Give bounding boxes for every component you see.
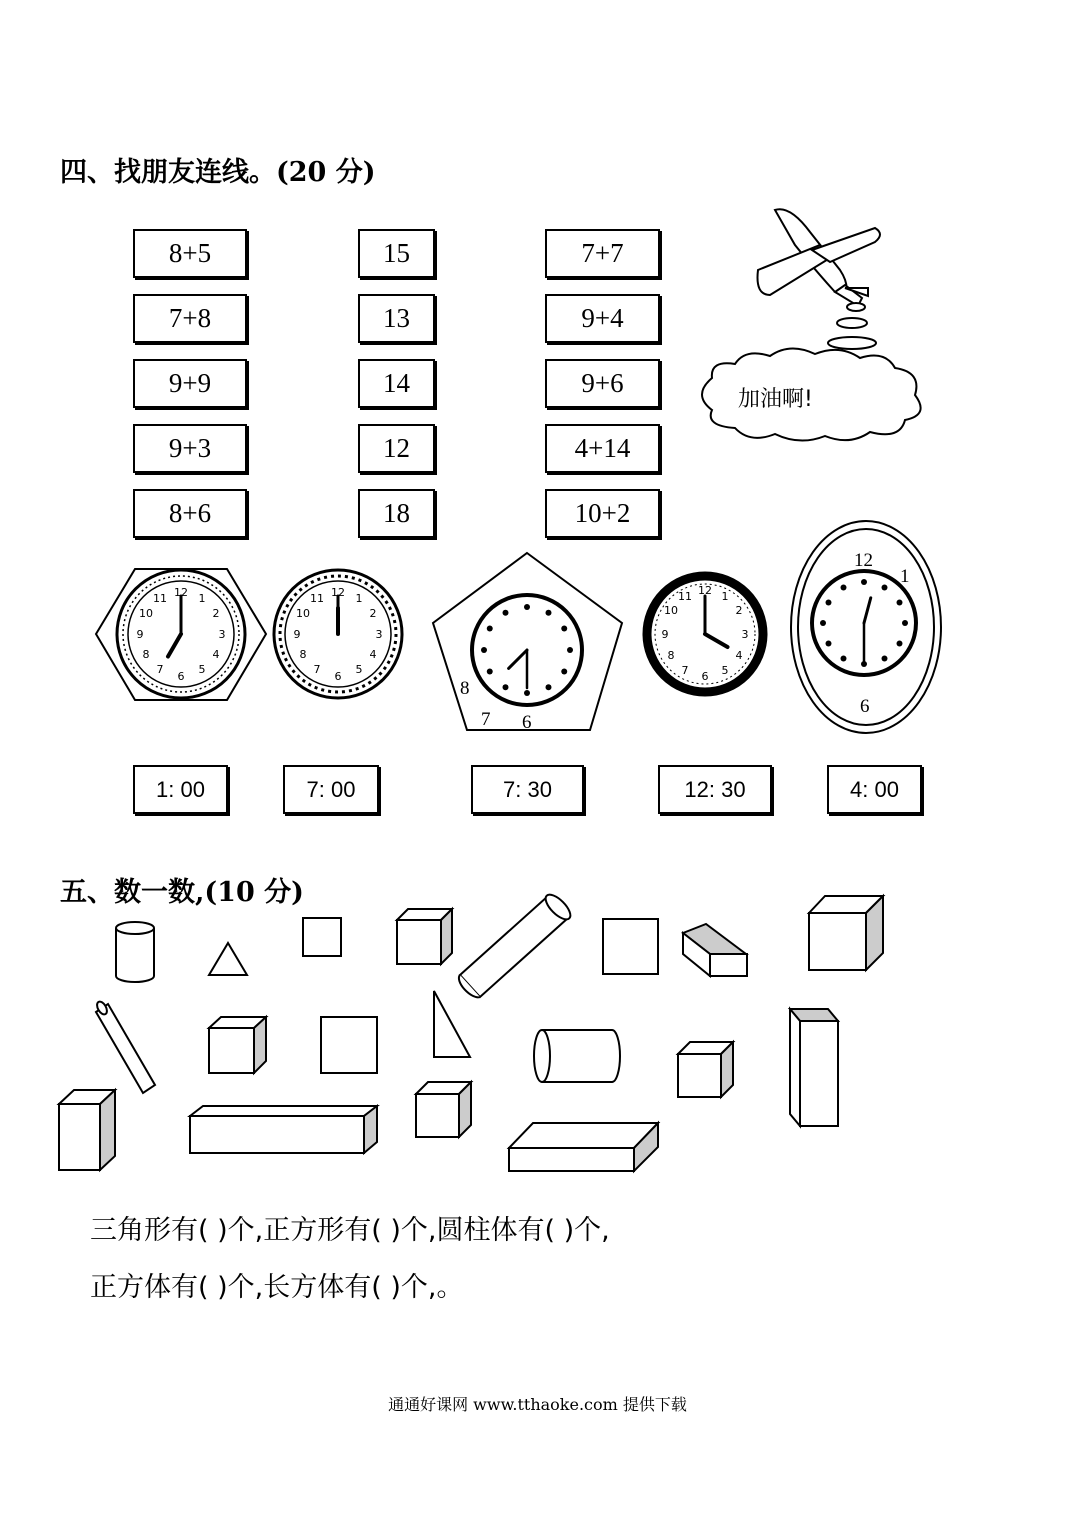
clock-dot [503,610,509,616]
cloud-text: 加油啊! [738,387,813,412]
time-box-5[interactable]: 4: 00 [827,765,922,814]
clock-1-number-4: 4 [212,648,220,661]
clock-1-number-8: 8 [142,648,150,661]
clock-dot [902,620,908,626]
clock-4-number-2: 2 [735,604,743,617]
square-shape [321,1017,377,1073]
clock-dot [567,647,573,653]
clock-dot [487,626,493,632]
clock-dot [825,600,831,606]
cylinder-shape [534,1030,620,1082]
clock-1-number-3: 3 [218,628,226,641]
expr-box-left-1[interactable]: 8+5 [133,229,247,278]
clock-1-number-11: 11 [153,592,167,605]
thought-bubble-small [847,303,865,311]
clock-thick-ring [647,576,763,692]
number-box-4[interactable]: 12 [358,424,435,473]
clock-3-number-7: 7 [481,709,491,730]
clock-1-number-5: 5 [198,663,206,676]
cuboid-shape [190,1106,377,1153]
clock-dot [503,684,509,690]
clock-5-number-1: 1 [900,566,910,587]
clock-5-number-12: 12 [854,550,873,571]
clock-4-number-3: 3 [741,628,749,641]
clock-dot [546,610,552,616]
clock-dot [561,669,567,675]
section4-heading: 四、找朋友连线。(20 分) [60,157,376,188]
clock-dot [820,620,826,626]
cuboid-shape [509,1123,658,1171]
clock-2-number-1: 1 [355,592,363,605]
cube-shape [416,1082,471,1137]
clock-2-number-9: 9 [293,628,301,641]
clock-oval [791,521,941,733]
clock-4-number-8: 8 [667,649,675,662]
clock-2-number-5: 5 [355,663,363,676]
number-box-5[interactable]: 18 [358,489,435,538]
clock-dot [882,584,888,590]
cuboid-shape [59,1090,115,1170]
cylinder-shape [95,1000,155,1093]
clock-dot [561,626,567,632]
clock-2-number-3: 3 [375,628,383,641]
expr-box-left-3[interactable]: 9+9 [133,359,247,408]
clock-1-number-1: 1 [198,592,206,605]
expr-box-right-5[interactable]: 10+2 [545,489,660,538]
cylinder-shape [116,922,154,982]
cube-shape [397,909,452,964]
question-line-1: 三角形有( )个,正方形有( )个,圆柱体有( )个, [90,1215,610,1246]
clock-dot [897,641,903,647]
clock-dot [897,600,903,606]
clock-round [274,570,402,698]
clock-2-number-7: 7 [313,663,321,676]
clock-4-number-7: 7 [681,664,689,677]
clock-dot [487,669,493,675]
thought-bubble-large [828,337,876,349]
expr-box-left-2[interactable]: 7+8 [133,294,247,343]
number-box-1[interactable]: 15 [358,229,435,278]
clock-4-number-12: 12 [698,584,712,597]
cuboid-shape [790,1009,838,1126]
expr-box-right-4[interactable]: 4+14 [545,424,660,473]
clock-dot [481,647,487,653]
time-box-2[interactable]: 7: 00 [283,765,379,814]
clock-dot [841,584,847,590]
clock-4-number-11: 11 [678,590,692,603]
number-box-3[interactable]: 14 [358,359,435,408]
clock-hexagon [96,569,266,700]
clock-dot [882,656,888,662]
clock-dot [825,641,831,647]
clock-dot [524,604,530,610]
clock-5-number-6: 6 [860,696,870,717]
airplane-icon [758,209,881,306]
number-box-2[interactable]: 13 [358,294,435,343]
clock-pentagon [433,553,622,733]
footer-credit: 通通好课网 www.tthaoke.com 提供下载 [388,1395,687,1414]
time-box-1[interactable]: 1: 00 [133,765,228,814]
clock-2-number-6: 6 [334,670,342,683]
triangle-shape [209,943,247,975]
clock-2-number-10: 10 [296,607,310,620]
clock-1-number-12: 12 [174,586,188,599]
expr-box-right-2[interactable]: 9+4 [545,294,660,343]
square-shape [603,919,658,974]
cylinder-shape [459,891,574,998]
expr-box-left-5[interactable]: 8+6 [133,489,247,538]
expr-box-right-3[interactable]: 9+6 [545,359,660,408]
expr-box-left-4[interactable]: 9+3 [133,424,247,473]
clock-4-number-5: 5 [721,664,729,677]
time-box-4[interactable]: 12: 30 [658,765,772,814]
clock-2-number-12: 12 [331,586,345,599]
clock-1-number-9: 9 [136,628,144,641]
square-shape [303,918,341,956]
clock-1-number-10: 10 [139,607,153,620]
clock-4-number-9: 9 [661,628,669,641]
shapes-area [59,891,883,1171]
thought-bubble-medium [837,318,867,328]
triangle-shape [434,991,470,1057]
clock-3-number-6: 6 [522,712,532,733]
clock-dot [861,579,867,585]
clock-4-number-10: 10 [664,604,678,617]
clock-2-number-8: 8 [299,648,307,661]
cube-shape [809,896,883,970]
clock-4-number-1: 1 [721,590,729,603]
clock-2-number-11: 11 [310,592,324,605]
expr-box-right-1[interactable]: 7+7 [545,229,660,278]
clock-1-number-2: 2 [212,607,220,620]
clock-1-number-7: 7 [156,663,164,676]
clock-4-number-6: 6 [701,670,709,683]
cuboid-shape [683,924,747,976]
clock-1-number-6: 6 [177,670,185,683]
section5-heading: 五、数一数,(10 分) [60,877,304,908]
clock-2-number-4: 4 [369,648,377,661]
clock-3-number-8: 8 [460,678,470,699]
question-line-2: 正方体有( )个,长方体有( )个,。 [90,1272,464,1303]
cube-shape [678,1042,733,1097]
cube-shape [209,1017,266,1073]
clock-dot [841,656,847,662]
time-box-3[interactable]: 7: 30 [471,765,584,814]
clock-4-number-4: 4 [735,649,743,662]
clock-dot [524,690,530,696]
clock-dot [546,684,552,690]
clock-2-number-2: 2 [369,607,377,620]
